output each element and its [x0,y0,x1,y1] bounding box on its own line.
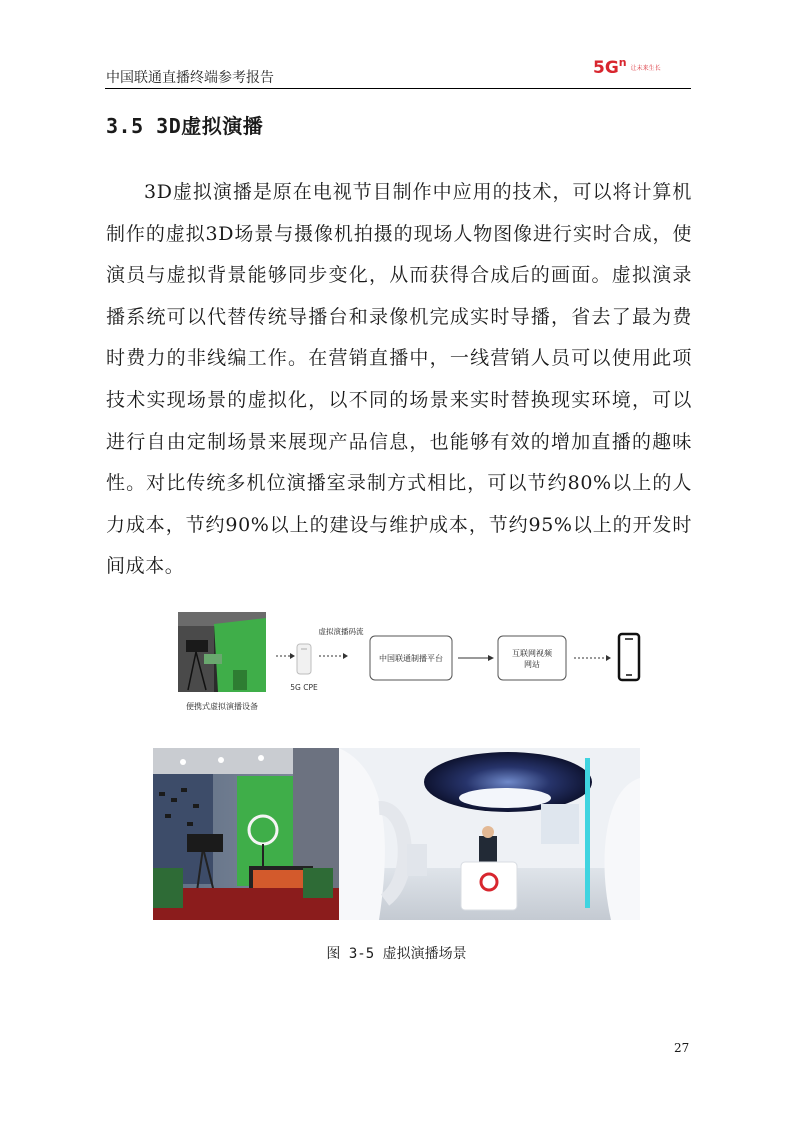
header-title: 中国联通直播终端参考报告 [106,70,274,86]
workflow-diagram [178,610,648,715]
logo-main: 5G [593,58,619,78]
website-box [498,636,566,680]
platform-label: 中国联通制播平台 [379,654,443,663]
virtual-studio-photo [153,748,640,920]
header-divider [105,88,691,89]
logo-slogan: 让未来生长 [630,65,661,72]
brand-logo [593,58,661,78]
body-paragraph: 3D虚拟演播是原在电视节目制作中应用的技术，可以将计算机制作的虚拟3D场景与摄像机拍摄的现场人物图像进行实时合成，使演员与虚拟背景能够同步变化，从而获得合成后的画面。虚拟演录播系统可以代替传统导播台和录像机完成实时导播，省去了最为费时费力的非线编工作。在营销直播中，一线营销人员可以使用此项技术实现场景的虚拟化，以不同的场景来实时替换现实环境，可以进行自由定制场景来展现产品信息，也能够有效的增加直播的趣味性。对比传统多机位演播室录制方式相比，可以节约80%以上的人力成本，节约90%以上的建设与维护成本，节约95%以上的开发时间成本。 [106,181,692,578]
cpe-label: 5G CPE [290,683,318,692]
website-label-line2: 网站 [524,660,540,669]
figure-caption: 图 3-5 虚拟演播场景 [326,946,467,962]
cpe-icon [297,644,311,674]
device-photo [178,612,266,692]
page-number: 27 [674,1041,690,1055]
real-studio-photo [153,748,339,920]
section-heading: 3.5 3D虚拟演播 [106,114,264,138]
virtual-set-render [339,748,640,920]
website-label-line1: 互联网视频 [512,649,552,658]
phone-icon [619,634,639,680]
logo-sup: n [618,56,627,69]
stream-label: 虚拟演播码流 [318,627,364,636]
device-label: 便携式虚拟演播设备 [186,702,258,711]
